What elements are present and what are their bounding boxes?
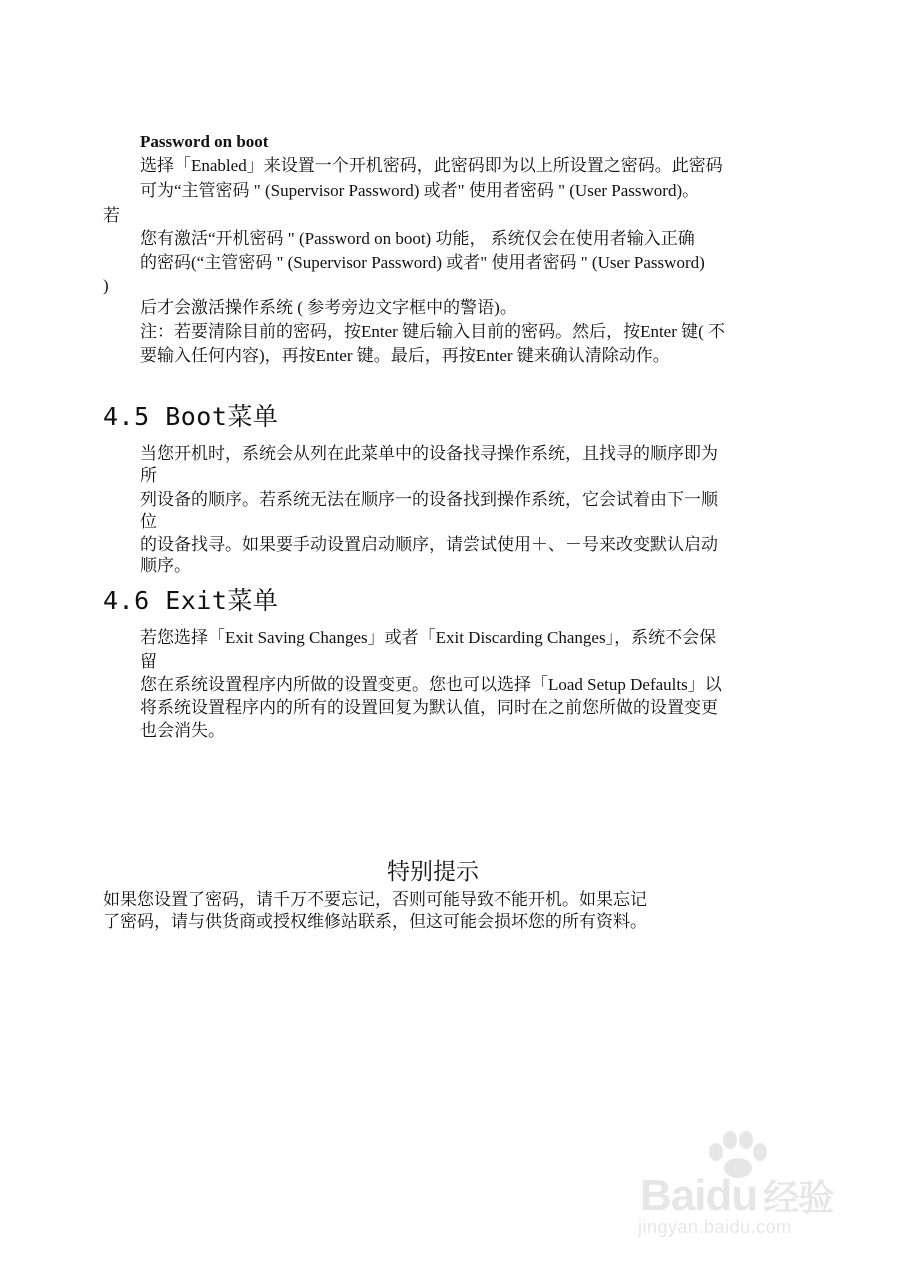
- boot-line-2: 所: [140, 466, 157, 485]
- watermark-logo: [640, 1170, 833, 1221]
- password-line-5: 的密码(“主管密码 " (Supervisor Password) 或者" 使用者密码 " (User Password): [140, 253, 705, 272]
- boot-line-4: 位: [140, 512, 157, 531]
- password-line-3: 若: [103, 206, 120, 225]
- password-section-title: Password on boot: [140, 132, 269, 151]
- watermark-logo-bai: Bai: [640, 1171, 706, 1220]
- exit-line-5: 也会消失。: [140, 721, 225, 740]
- exit-line-1: 若您选择「Exit Saving Changes」或者「Exit Discarding Changes」，系统不会保: [140, 628, 717, 647]
- password-line-7: 后才会激活操作系统 ( 参考旁边文字框中的警语)。: [140, 298, 517, 317]
- watermark-url: jingyan.baidu.com: [638, 1217, 792, 1237]
- password-line-9: 要输入任何内容)，再按Enter 键。最后，再按Enter 键来确认清除动作。: [140, 346, 670, 365]
- password-line-2: 可为“主管密码 " (Supervisor Password) 或者" 使用者密码 " (User Password)。: [140, 181, 700, 200]
- exit-heading: 4.6 Exit菜单: [103, 586, 279, 615]
- special-notice-line-2: 了密码，请与供货商或授权维修站联系，但这可能会损坏您的所有资料。: [103, 912, 647, 931]
- boot-line-6: 顺序。: [140, 556, 191, 575]
- password-line-6: ): [103, 276, 109, 295]
- boot-line-3: 列设备的顺序。若系统无法在顺序一的设备找到操作系统，它会试着由下一顺: [140, 490, 718, 509]
- boot-line-1: 当您开机时，系统会从列在此菜单中的设备找寻操作系统，且找寻的顺序即为: [140, 444, 718, 463]
- password-line-8: 注：若要清除目前的密码，按Enter 键后输入目前的密码。然后，按Enter 键( 不: [140, 322, 726, 341]
- exit-line-2: 留: [140, 652, 157, 671]
- boot-heading: 4.5 Boot菜单: [103, 402, 279, 431]
- boot-line-5: 的设备找寻。如果要手动设置启动顺序，请尝试使用＋、－号来改变默认启动: [140, 535, 718, 554]
- special-notice-title: 特别提示: [387, 859, 479, 885]
- watermark-logo-du: du: [705, 1171, 758, 1220]
- password-line-1: 选择「Enabled」来设置一个开机密码，此密码即为以上所设置之密码。此密码: [140, 156, 723, 175]
- password-line-4: 您有激活“开机密码 " (Password on boot) 功能， 系统仅会在使用者输入正确: [140, 229, 695, 248]
- exit-line-3: 您在系统设置程序内所做的设置变更。您也可以选择「Load Setup Defaults」以: [140, 675, 722, 694]
- baidu-jingyan-watermark: [630, 1130, 890, 1250]
- exit-line-4: 将系统设置程序内的所有的设置回复为默认值，同时在之前您所做的设置变更: [140, 698, 718, 717]
- special-notice-line-1: 如果您设置了密码，请千万不要忘记，否则可能导致不能开机。如果忘记: [103, 890, 647, 909]
- watermark-logo-cn: 经验: [763, 1177, 834, 1218]
